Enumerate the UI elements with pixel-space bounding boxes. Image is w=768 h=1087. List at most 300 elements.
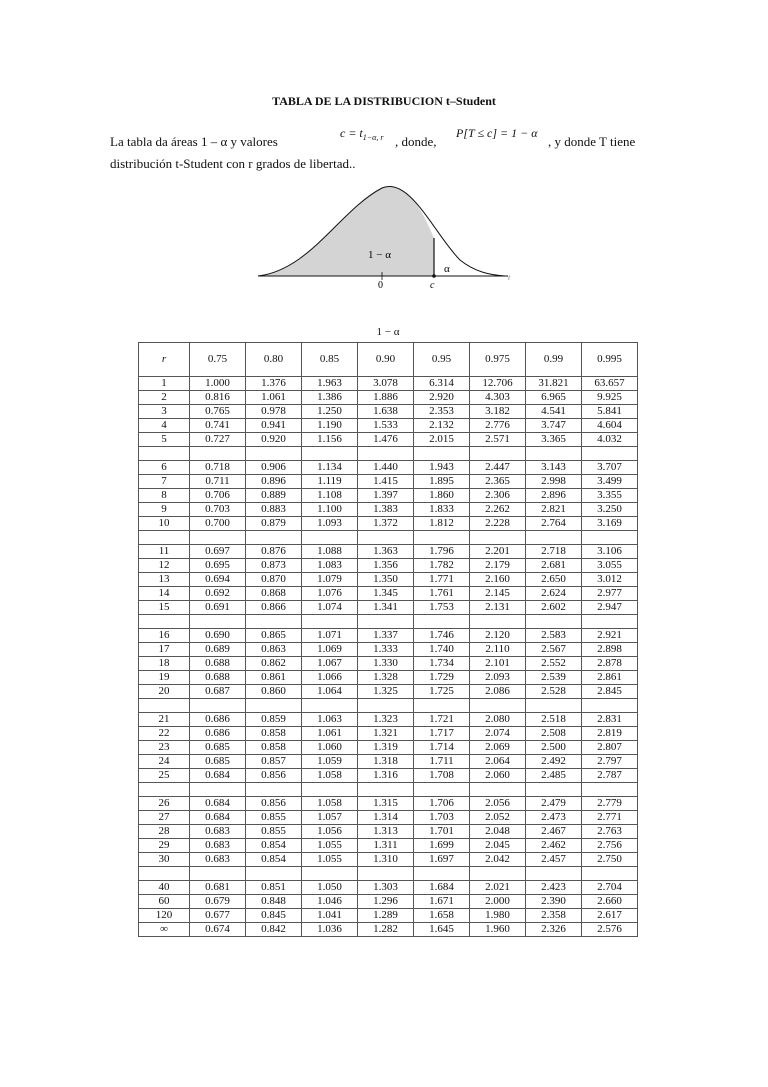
critical-value-cell: 1.041	[302, 909, 358, 923]
table-row	[139, 391, 638, 405]
spacer-cell	[526, 867, 582, 881]
table-row	[139, 769, 638, 783]
critical-value-cell: 0.677	[190, 909, 246, 923]
critical-value-cell: 2.467	[526, 825, 582, 839]
critical-value-cell: 0.855	[246, 825, 302, 839]
critical-value-cell: 0.679	[190, 895, 246, 909]
critical-value-cell: 2.358	[526, 909, 582, 923]
formula-c-subscript: 1−α, r	[362, 133, 384, 142]
spacer-cell	[470, 447, 526, 461]
table-row	[139, 461, 638, 475]
spacer-cell	[302, 867, 358, 881]
spacer-cell	[190, 783, 246, 797]
critical-value-cell: 1.046	[302, 895, 358, 909]
spacer-cell	[414, 447, 470, 461]
spacer-cell	[190, 615, 246, 629]
critical-value-cell: 0.858	[246, 727, 302, 741]
critical-value-cell: 0.858	[246, 741, 302, 755]
degrees-of-freedom-cell: 26	[139, 797, 190, 811]
critical-value-cell: 1.313	[358, 825, 414, 839]
critical-value-cell: 2.201	[470, 545, 526, 559]
spacer-cell	[414, 531, 470, 545]
critical-value-cell: 1.383	[358, 503, 414, 517]
critical-value-cell: 2.074	[470, 727, 526, 741]
degrees-of-freedom-cell: 3	[139, 405, 190, 419]
critical-value-cell: 31.821	[526, 377, 582, 391]
critical-value-cell: 1.328	[358, 671, 414, 685]
critical-value-cell: 0.896	[246, 475, 302, 489]
critical-value-cell: 0.866	[246, 601, 302, 615]
critical-value-cell: 2.998	[526, 475, 582, 489]
spacer-cell	[139, 867, 190, 881]
critical-value-cell: 1.060	[302, 741, 358, 755]
critical-value-cell: 2.132	[414, 419, 470, 433]
degrees-of-freedom-cell: 9	[139, 503, 190, 517]
critical-value-cell: 2.602	[526, 601, 582, 615]
degrees-of-freedom-cell: 60	[139, 895, 190, 909]
t-table-container	[138, 326, 638, 937]
degrees-of-freedom-cell: 18	[139, 657, 190, 671]
critical-value-cell: 2.571	[470, 433, 526, 447]
critical-value-cell: 1.050	[302, 881, 358, 895]
critical-value-cell: 1.061	[302, 727, 358, 741]
critical-value-cell: 2.898	[582, 643, 638, 657]
spacer-row	[139, 783, 638, 797]
confidence-header: 1 − α	[376, 326, 400, 338]
spacer-row	[139, 699, 638, 713]
table-body	[139, 377, 638, 937]
critical-value-cell: 0.883	[246, 503, 302, 517]
critical-value-cell: 1.725	[414, 685, 470, 699]
header-col: 0.90	[358, 343, 414, 377]
degrees-of-freedom-cell: 2	[139, 391, 190, 405]
critical-value-cell: 3.499	[582, 475, 638, 489]
critical-value-cell: 1.093	[302, 517, 358, 531]
spacer-cell	[190, 447, 246, 461]
critical-value-cell: 2.583	[526, 629, 582, 643]
critical-value-cell: 2.064	[470, 755, 526, 769]
critical-value-cell: 0.862	[246, 657, 302, 671]
spacer-cell	[582, 699, 638, 713]
critical-value-cell: 1.963	[302, 377, 358, 391]
critical-value-cell: 0.685	[190, 755, 246, 769]
critical-value-cell: 0.978	[246, 405, 302, 419]
critical-value-cell: 1.289	[358, 909, 414, 923]
critical-value-cell: 0.851	[246, 881, 302, 895]
critical-value-cell: 2.845	[582, 685, 638, 699]
critical-value-cell: 2.779	[582, 797, 638, 811]
critical-value-cell: 0.681	[190, 881, 246, 895]
c-label: c	[430, 280, 435, 291]
critical-value-cell: 1.303	[358, 881, 414, 895]
critical-value-cell: 2.462	[526, 839, 582, 853]
spacer-cell	[358, 783, 414, 797]
spacer-cell	[190, 531, 246, 545]
spacer-cell	[470, 615, 526, 629]
critical-value-cell: 2.831	[582, 713, 638, 727]
critical-value-cell: 0.685	[190, 741, 246, 755]
critical-value-cell: 1.083	[302, 559, 358, 573]
intro-line-1	[110, 126, 660, 156]
critical-value-cell: 1.100	[302, 503, 358, 517]
critical-value-cell: 0.688	[190, 671, 246, 685]
critical-value-cell: 3.055	[582, 559, 638, 573]
degrees-of-freedom-cell: 10	[139, 517, 190, 531]
critical-value-cell: 4.541	[526, 405, 582, 419]
critical-value-cell: 1.350	[358, 573, 414, 587]
table-row	[139, 545, 638, 559]
table-row	[139, 713, 638, 727]
table-row	[139, 853, 638, 867]
critical-value-cell: 1.074	[302, 601, 358, 615]
critical-value-cell: 1.746	[414, 629, 470, 643]
spacer-row	[139, 867, 638, 881]
spacer-cell	[470, 699, 526, 713]
alpha-label: α	[444, 263, 450, 275]
table-row	[139, 797, 638, 811]
spacer-cell	[246, 699, 302, 713]
header-col: 0.80	[246, 343, 302, 377]
header-col: 0.85	[302, 343, 358, 377]
critical-value-cell: 2.306	[470, 489, 526, 503]
critical-value-cell: 2.807	[582, 741, 638, 755]
spacer-cell	[358, 699, 414, 713]
critical-value-cell: 1.057	[302, 811, 358, 825]
critical-value-cell: 1.943	[414, 461, 470, 475]
intro-line-2: distribución t-Student con r grados de libertad..	[110, 156, 356, 171]
critical-value-cell: 2.947	[582, 601, 638, 615]
critical-value-cell: 6.965	[526, 391, 582, 405]
spacer-cell	[470, 531, 526, 545]
critical-value-cell: 2.015	[414, 433, 470, 447]
degrees-of-freedom-cell: 6	[139, 461, 190, 475]
critical-value-cell: 1.440	[358, 461, 414, 475]
critical-value-cell: 2.518	[526, 713, 582, 727]
degrees-of-freedom-cell: 27	[139, 811, 190, 825]
critical-value-cell: 1.714	[414, 741, 470, 755]
critical-value-cell: 4.303	[470, 391, 526, 405]
spacer-cell	[358, 867, 414, 881]
spacer-cell	[302, 615, 358, 629]
critical-value-cell: 2.353	[414, 405, 470, 419]
critical-value-cell: 1.058	[302, 797, 358, 811]
critical-value-cell: 3.143	[526, 461, 582, 475]
critical-value-cell: 1.533	[358, 419, 414, 433]
area-label: 1 − α	[368, 249, 391, 261]
critical-value-cell: 2.704	[582, 881, 638, 895]
critical-value-cell: 1.036	[302, 923, 358, 937]
t-distribution-curve	[250, 180, 520, 295]
table-row	[139, 909, 638, 923]
critical-value-cell: 1.734	[414, 657, 470, 671]
critical-value-cell: 2.326	[526, 923, 582, 937]
critical-value-cell: 0.889	[246, 489, 302, 503]
critical-value-cell: 1.771	[414, 573, 470, 587]
critical-value-cell: 0.854	[246, 853, 302, 867]
spacer-cell	[414, 867, 470, 881]
spacer-cell	[302, 783, 358, 797]
critical-value-cell: 1.337	[358, 629, 414, 643]
critical-value-cell: 1.356	[358, 559, 414, 573]
critical-value-cell: 0.703	[190, 503, 246, 517]
formula-c	[340, 126, 383, 142]
critical-value-cell: 1.319	[358, 741, 414, 755]
critical-value-cell: 1.717	[414, 727, 470, 741]
critical-value-cell: 0.706	[190, 489, 246, 503]
critical-value-cell: 0.727	[190, 433, 246, 447]
spacer-cell	[139, 531, 190, 545]
critical-value-cell: 2.764	[526, 517, 582, 531]
critical-value-cell: 1.415	[358, 475, 414, 489]
critical-value-cell: 1.711	[414, 755, 470, 769]
spacer-cell	[302, 531, 358, 545]
critical-value-cell: 2.508	[526, 727, 582, 741]
critical-value-cell: 2.262	[470, 503, 526, 517]
critical-value-cell: 0.842	[246, 923, 302, 937]
table-row	[139, 489, 638, 503]
degrees-of-freedom-cell: 24	[139, 755, 190, 769]
critical-value-cell: 2.797	[582, 755, 638, 769]
header-col: 0.99	[526, 343, 582, 377]
critical-value-cell: 0.697	[190, 545, 246, 559]
critical-value-cell: 4.032	[582, 433, 638, 447]
critical-value-cell: 1.658	[414, 909, 470, 923]
critical-value-cell: 2.528	[526, 685, 582, 699]
critical-value-cell: 1.056	[302, 825, 358, 839]
degrees-of-freedom-cell: 30	[139, 853, 190, 867]
critical-value-cell: 1.699	[414, 839, 470, 853]
table-row	[139, 573, 638, 587]
table-row	[139, 811, 638, 825]
critical-value-cell: 3.355	[582, 489, 638, 503]
critical-value-cell: 2.060	[470, 769, 526, 783]
critical-value-cell: 2.776	[470, 419, 526, 433]
critical-value-cell: 3.012	[582, 573, 638, 587]
critical-value-cell: 1.058	[302, 769, 358, 783]
critical-value-cell: 1.960	[470, 923, 526, 937]
critical-value-cell: 2.763	[582, 825, 638, 839]
table-header-row	[139, 343, 638, 377]
degrees-of-freedom-cell: 15	[139, 601, 190, 615]
critical-value-cell: 2.179	[470, 559, 526, 573]
critical-value-cell: 3.078	[358, 377, 414, 391]
critical-value-cell: 0.816	[190, 391, 246, 405]
critical-value-cell: 0.879	[246, 517, 302, 531]
critical-value-cell: 1.061	[246, 391, 302, 405]
critical-value-cell: 0.674	[190, 923, 246, 937]
critical-value-cell: 1.323	[358, 713, 414, 727]
critical-value-cell: 4.604	[582, 419, 638, 433]
header-r: r	[139, 343, 190, 377]
critical-value-cell: 1.363	[358, 545, 414, 559]
degrees-of-freedom-cell: 4	[139, 419, 190, 433]
critical-value-cell: 0.870	[246, 573, 302, 587]
critical-value-cell: 0.683	[190, 853, 246, 867]
critical-value-cell: 1.708	[414, 769, 470, 783]
spacer-cell	[526, 783, 582, 797]
table-row	[139, 559, 638, 573]
critical-value-cell: 1.761	[414, 587, 470, 601]
critical-value-cell: 0.683	[190, 839, 246, 853]
critical-value-cell: 2.120	[470, 629, 526, 643]
critical-value-cell: 2.021	[470, 881, 526, 895]
spacer-cell	[139, 699, 190, 713]
critical-value-cell: 0.863	[246, 643, 302, 657]
critical-value-cell: 3.250	[582, 503, 638, 517]
critical-value-cell: 0.941	[246, 419, 302, 433]
critical-value-cell: 2.048	[470, 825, 526, 839]
degrees-of-freedom-cell: 22	[139, 727, 190, 741]
critical-value-cell: 2.093	[470, 671, 526, 685]
degrees-of-freedom-cell: 11	[139, 545, 190, 559]
critical-value-cell: 1.671	[414, 895, 470, 909]
critical-value-cell: 1.119	[302, 475, 358, 489]
spacer-cell	[582, 531, 638, 545]
table-row	[139, 475, 638, 489]
critical-value-cell: 2.624	[526, 587, 582, 601]
critical-value-cell: 2.145	[470, 587, 526, 601]
degrees-of-freedom-cell: 8	[139, 489, 190, 503]
degrees-of-freedom-cell: 1	[139, 377, 190, 391]
critical-value-cell: 1.076	[302, 587, 358, 601]
critical-value-cell: 2.069	[470, 741, 526, 755]
critical-value-cell: 1.055	[302, 839, 358, 853]
critical-value-cell: 2.878	[582, 657, 638, 671]
spacer-row	[139, 615, 638, 629]
critical-value-cell: 0.684	[190, 769, 246, 783]
critical-value-cell: 0.686	[190, 727, 246, 741]
critical-value-cell: 3.182	[470, 405, 526, 419]
critical-value-cell: 1.333	[358, 643, 414, 657]
critical-value-cell: 3.747	[526, 419, 582, 433]
critical-value-cell: 0.691	[190, 601, 246, 615]
critical-value-cell: 0.688	[190, 657, 246, 671]
critical-value-cell: 12.706	[470, 377, 526, 391]
critical-value-cell: 9.925	[582, 391, 638, 405]
critical-value-cell: 0.684	[190, 797, 246, 811]
degrees-of-freedom-cell: 120	[139, 909, 190, 923]
critical-value-cell: 0.684	[190, 811, 246, 825]
critical-value-cell: 0.868	[246, 587, 302, 601]
critical-value-cell: 1.796	[414, 545, 470, 559]
table-row	[139, 433, 638, 447]
critical-value-cell: 1.721	[414, 713, 470, 727]
critical-value-cell: 2.492	[526, 755, 582, 769]
critical-value-cell: 2.080	[470, 713, 526, 727]
spacer-cell	[139, 615, 190, 629]
critical-value-cell: 3.169	[582, 517, 638, 531]
spacer-row	[139, 531, 638, 545]
critical-value-cell: 2.819	[582, 727, 638, 741]
critical-value-cell: 1.318	[358, 755, 414, 769]
critical-value-cell: 2.052	[470, 811, 526, 825]
critical-value-cell: 0.876	[246, 545, 302, 559]
critical-value-cell: 1.250	[302, 405, 358, 419]
critical-value-cell: 2.921	[582, 629, 638, 643]
critical-value-cell: 1.311	[358, 839, 414, 853]
critical-value-cell: 0.692	[190, 587, 246, 601]
intro-text-2: , donde,	[395, 134, 437, 149]
critical-value-cell: 1.063	[302, 713, 358, 727]
spacer-cell	[246, 867, 302, 881]
critical-value-cell: 2.500	[526, 741, 582, 755]
degrees-of-freedom-cell: 20	[139, 685, 190, 699]
critical-value-cell: 2.756	[582, 839, 638, 853]
table-row	[139, 601, 638, 615]
intro-paragraph	[110, 126, 660, 172]
critical-value-cell: 2.552	[526, 657, 582, 671]
critical-value-cell: 0.741	[190, 419, 246, 433]
spacer-cell	[246, 447, 302, 461]
critical-value-cell: 2.457	[526, 853, 582, 867]
critical-value-cell: 2.042	[470, 853, 526, 867]
spacer-cell	[190, 699, 246, 713]
critical-value-cell: 5.841	[582, 405, 638, 419]
header-col: 0.975	[470, 343, 526, 377]
critical-value-cell: 1.055	[302, 853, 358, 867]
critical-value-cell: 1.134	[302, 461, 358, 475]
table-row	[139, 405, 638, 419]
spacer-cell	[470, 867, 526, 881]
degrees-of-freedom-cell: 13	[139, 573, 190, 587]
table-row	[139, 377, 638, 391]
critical-value-cell: 3.106	[582, 545, 638, 559]
critical-value-cell: 1.330	[358, 657, 414, 671]
spacer-cell	[582, 615, 638, 629]
spacer-cell	[526, 531, 582, 545]
spacer-cell	[526, 699, 582, 713]
critical-value-cell: 0.848	[246, 895, 302, 909]
header-col: 0.75	[190, 343, 246, 377]
critical-value-cell: 0.687	[190, 685, 246, 699]
degrees-of-freedom-cell: 17	[139, 643, 190, 657]
critical-value-cell: 2.660	[582, 895, 638, 909]
critical-value-cell: 1.386	[302, 391, 358, 405]
formula-p: P[T ≤ c] = 1 − α	[456, 126, 538, 140]
degrees-of-freedom-cell: 14	[139, 587, 190, 601]
intro-text-3: , y donde T tiene	[548, 134, 636, 149]
critical-value-cell: 1.088	[302, 545, 358, 559]
critical-value-cell: 0.689	[190, 643, 246, 657]
spacer-cell	[358, 447, 414, 461]
formula-c-main: c = t	[340, 126, 363, 140]
degrees-of-freedom-cell: 25	[139, 769, 190, 783]
degrees-of-freedom-cell: 7	[139, 475, 190, 489]
critical-value-cell: 1.059	[302, 755, 358, 769]
header-col: 0.95	[414, 343, 470, 377]
critical-value-cell: 1.372	[358, 517, 414, 531]
critical-value-cell: 0.873	[246, 559, 302, 573]
critical-value-cell: 0.861	[246, 671, 302, 685]
critical-value-cell: 1.476	[358, 433, 414, 447]
table-row	[139, 839, 638, 853]
critical-value-cell: 1.703	[414, 811, 470, 825]
degrees-of-freedom-cell: 16	[139, 629, 190, 643]
critical-value-cell: 2.896	[526, 489, 582, 503]
critical-value-cell: 2.423	[526, 881, 582, 895]
critical-value-cell: 1.886	[358, 391, 414, 405]
critical-value-cell: 1.310	[358, 853, 414, 867]
spacer-cell	[526, 615, 582, 629]
spacer-cell	[139, 447, 190, 461]
critical-value-cell: 2.539	[526, 671, 582, 685]
critical-value-cell: 1.190	[302, 419, 358, 433]
critical-value-cell: 1.000	[190, 377, 246, 391]
critical-value-cell: 1.314	[358, 811, 414, 825]
table-row	[139, 503, 638, 517]
critical-value-cell: 0.854	[246, 839, 302, 853]
critical-value-cell: 1.740	[414, 643, 470, 657]
